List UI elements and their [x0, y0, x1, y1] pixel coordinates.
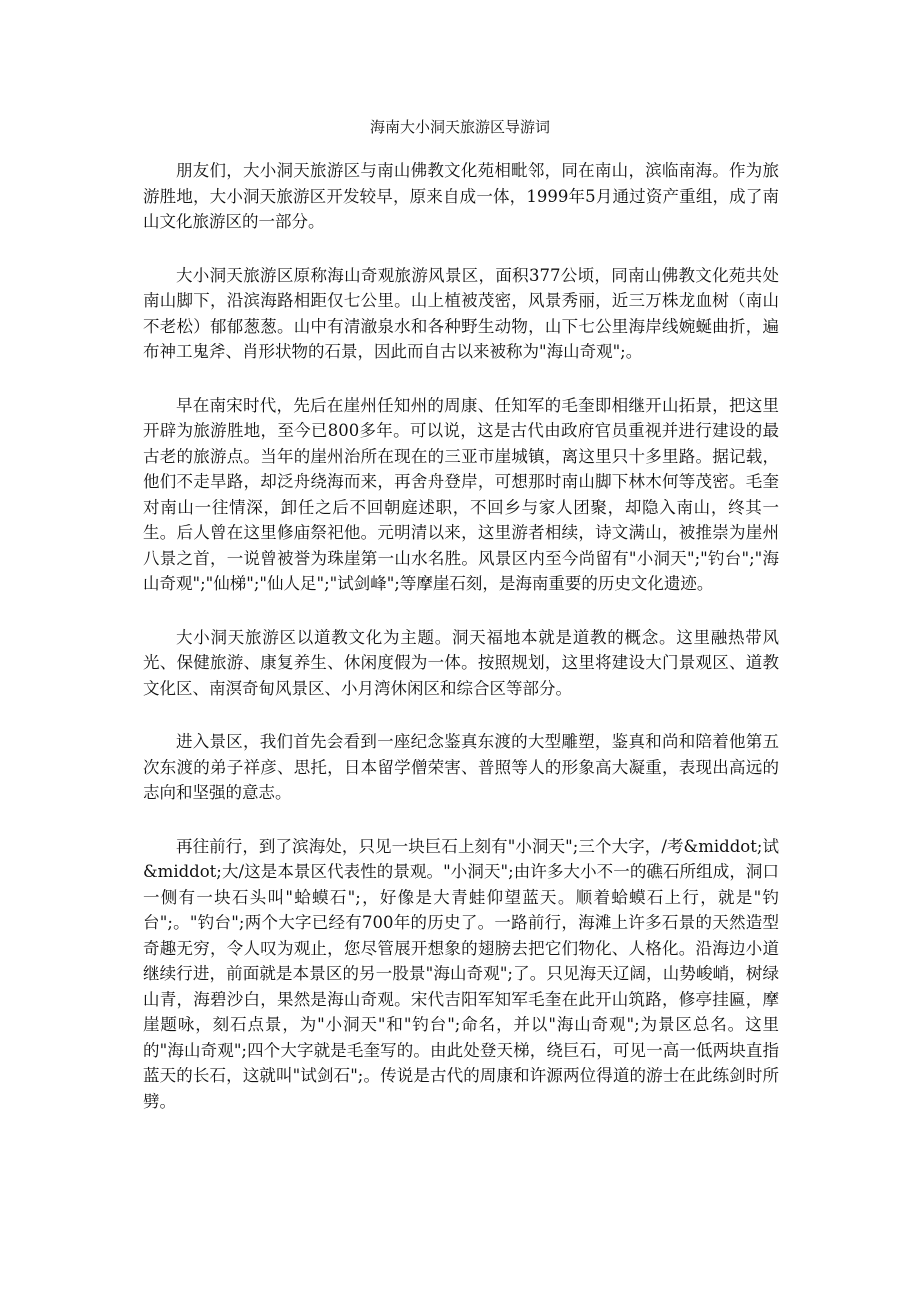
paragraph-3: 早在南宋时代，先后在崖州任知州的周康、任知军的毛奎即相继开山拓景，把这里开辟为旅游胜地，至今已800多年。可以说，这是古代由政府官员重视并进行建设的最古老的旅游点。当年的崖州治所在现在的三亚市崖城镇，离这里只十多里路。据记载，他们不走旱路，却泛舟绕海而来，再舍舟登岸，可想那时南山脚下林木何等茂密。毛奎对南山一往情深，卸任之后不回朝庭述职，不回乡与家人团聚，却隐入南山，终其一生。后人曾在这里修庙祭祀他。元明清以来，这里游者相续，诗文满山，被推崇为崖州八景之首，一说曾被誉为珠崖第一山水名胜。风景区内至今尚留有"小洞天";"钓台";"海山奇观";"仙梯";"仙人足";"试剑峰";等摩崖石刻，是海南重要的历史文化遗迹。	[143, 395, 779, 593]
paragraph-1: 朋友们，大小洞天旅游区与南山佛教文化苑相毗邻，同在南山，滨临南海。作为旅游胜地，大小洞天旅游区开发较早，原来自成一体，1999年5月通过资产重组，成了南山文化旅游区的一部分。	[143, 161, 779, 231]
paragraph-5: 进入景区，我们首先会看到一座纪念鉴真东渡的大型雕塑，鉴真和尚和陪着他第五次东渡的弟子祥彦、思托，日本留学僧荣害、普照等人的形象高大凝重，表现出高远的志向和坚强的意志。	[143, 732, 779, 802]
document-title: 海南大小洞天旅游区导游词	[369, 118, 550, 136]
paragraph-4: 大小洞天旅游区以道教文化为主题。洞天福地本就是道教的概念。这里融热带风光、保健旅游、康复养生、休闲度假为一体。按照规划，这里将建设大门景观区、道教文化区、南溟奇甸风景区、小月湾休闲区和综合区等部分。	[143, 627, 779, 698]
document-body	[143, 158, 779, 1142]
paragraph-2: 大小洞天旅游区原称海山奇观旅游风景区，面积377公顷，同南山佛教文化苑共处南山脚下，沿滨海路相距仅七公里。山上植被茂密，风景秀丽，近三万株龙血树（南山不老松）郁郁葱葱。山中有清澈泉水和各种野生动物，山下七公里海岸线婉蜒曲折，遍布神工鬼斧、肖形状物的石景，因此而自古以来被称为"海山奇观";。	[143, 265, 779, 361]
paragraph-6: 再往前行，到了滨海处，只见一块巨石上刻有"小洞天";三个大字，/考&middot;试&middot;大/这是本景区代表性的景观。"小洞天";由许多大小不一的礁石所组成，洞口一侧有一块石头叫"蛤蟆石";，好像是大青蛙仰望蓝天。顺着蛤蟆石上行，就是"钓台";。"钓台";两个大字已经有700年的历史了。一路前行，海滩上许多石景的天然造型奇趣无穷，令人叹为观止，您尽管展开想象的翅膀去把它们物化、人格化。沿海边小道继续行进，前面就是本景区的另一股景"海山奇观";了。只见海天辽阔，山势峻峭，树绿山青，海碧沙白，果然是海山奇观。宋代吉阳军知军毛奎在此开山筑路，修亭挂匾，摩崖题咏，刻石点景，为"小洞天"和"钓台";命名，并以"海山奇观";为景区总名。这里的"海山奇观";四个大字就是毛奎写的。由此处登天梯，绕巨石，可见一高一低两块直指蓝天的长石，这就叫"试剑石";。传说是古代的周康和许源两位得道的游士在此练剑时所劈。	[143, 836, 779, 1111]
